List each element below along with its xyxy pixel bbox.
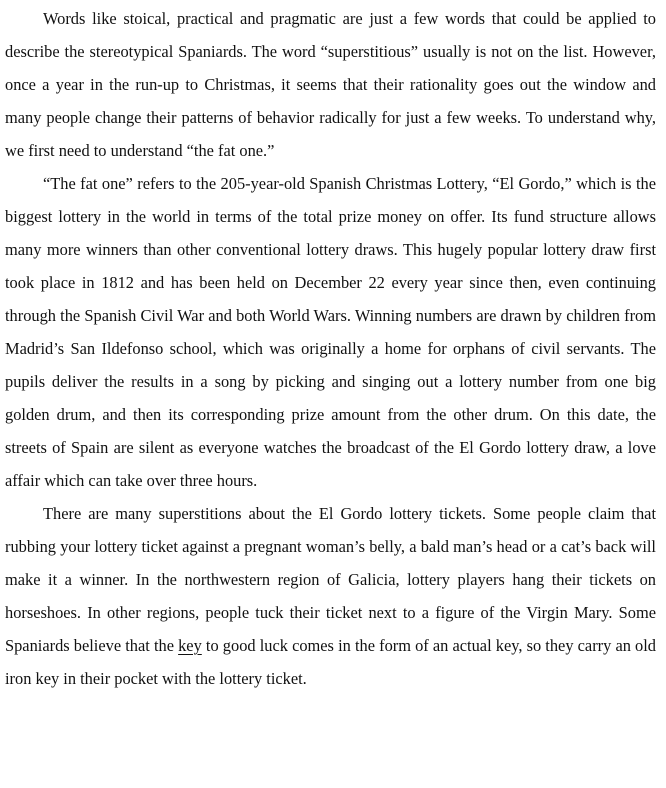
paragraph-2: “The fat one” refers to the 205-year-old Spanish Christmas Lottery, “El Gordo,” which is the biggest lottery in the world in terms of the total prize money on offer. Its fund structure allows many more winners than other conventional lottery draws. This hugely popular lottery draw first took place in 1812 and has been held on December 22 every year since then, even continuing through the Spanish Civil War and both World Wars. Winning numbers are drawn by children from Madrid’s San Ildefonso school, which was originally a home for orphans of civil servants. The pupils deliver the results in a song by picking and singing out a lottery number from one big golden drum, and then its corresponding prize amount from the other drum. On this date, the streets of Spain are silent as everyone watches the broadcast of the El Gordo lottery draw, a love affair which can take over three hours.	[5, 174, 656, 490]
underlined-word-key: key	[178, 636, 202, 655]
paragraph-3-after-key: to good luck comes in the form of an actual key, so they carry an old iron key in their pocket with the lottery ticket.	[5, 636, 656, 688]
paragraph-3-before-key: There are many superstitions about the El Gordo lottery tickets. Some people claim that rubbing your lottery ticket against a pregnant woman’s belly, a bald man’s head or a cat’s back will make it a winner. In the northwestern region of Galicia, lottery players hang their tickets on horseshoes. In other regions, people tuck their ticket next to a figure of the Virgin Mary. Some Spaniards believe that the	[5, 504, 656, 655]
paragraph-3	[5, 497, 656, 695]
paragraph-1: Words like stoical, practical and pragmatic are just a few words that could be applied to describe the stereotypical Spaniards. The word “superstitious” usually is not on the list. However, once a year in the run-up to Christmas, it seems that their rationality goes out the window and many people change their patterns of behavior radically for just a few weeks. To understand why, we first need to understand “the fat one.”	[5, 9, 656, 160]
